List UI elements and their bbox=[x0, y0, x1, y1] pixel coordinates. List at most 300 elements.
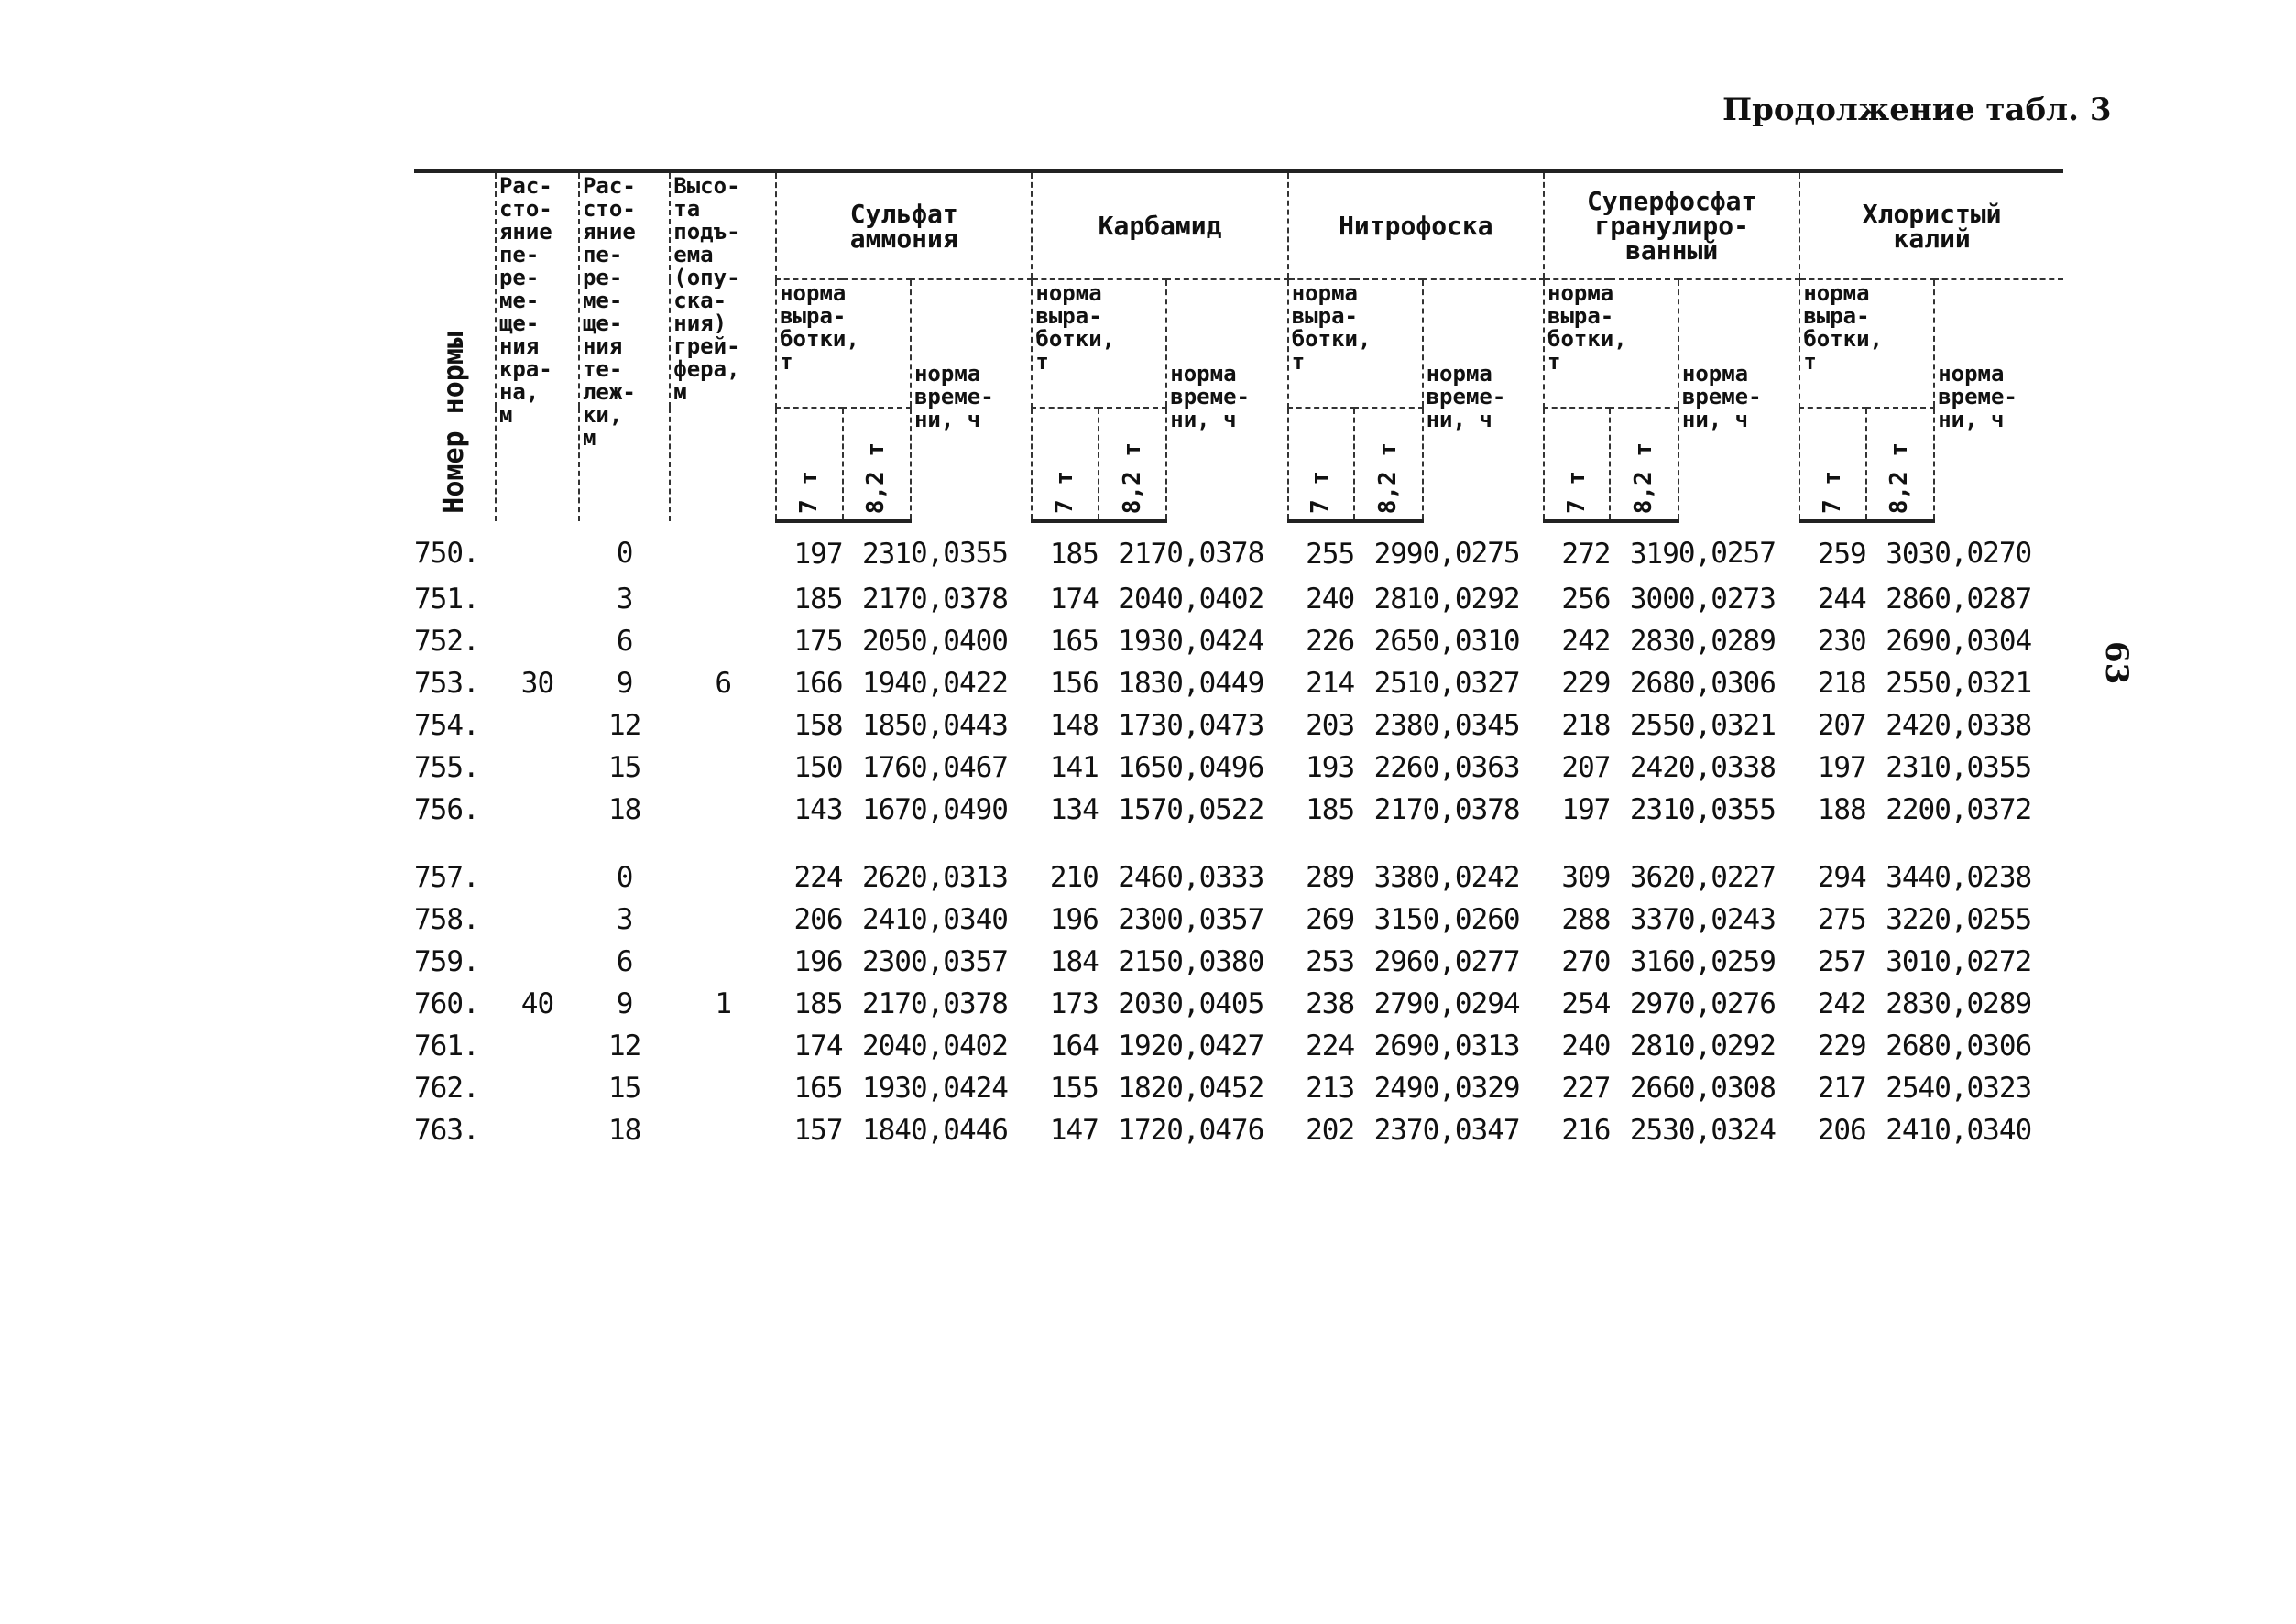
output-norm-cell: 165 bbox=[793, 1072, 843, 1105]
time-norm-cell: 0,0476 bbox=[1166, 1114, 1264, 1147]
output-norm-cell: 266 bbox=[1629, 1072, 1678, 1105]
output-norm-cell: 220 bbox=[1886, 793, 1935, 826]
output-norm-cell: 269 bbox=[1373, 1030, 1423, 1063]
time-norm-cell: 0,0446 bbox=[910, 1114, 1008, 1147]
norm-number-cell: 750. bbox=[414, 537, 479, 570]
crane-distance-cell bbox=[496, 747, 579, 789]
output-norm-cell: 296 bbox=[1373, 945, 1423, 978]
norm-number-cell: 759. bbox=[414, 945, 479, 978]
lift-height-cell bbox=[670, 1025, 776, 1067]
crane-distance-cell bbox=[496, 578, 579, 620]
time-norm-cell: 0,0257 bbox=[1678, 537, 1776, 570]
output-norm-cell: 185 bbox=[1306, 793, 1355, 826]
time-norm-cell: 0,0308 bbox=[1678, 1072, 1776, 1105]
time-norm-cell: 0,0310 bbox=[1422, 625, 1520, 658]
output-norm-cell: 269 bbox=[1886, 625, 1935, 658]
output-norm-cell: 185 bbox=[793, 583, 843, 616]
output-norm-cell: 197 bbox=[793, 538, 843, 571]
time-norm-cell: 0,0490 bbox=[910, 793, 1008, 826]
time-norm-cell: 0,0329 bbox=[1422, 1072, 1520, 1105]
output-norm-cell: 215 bbox=[1118, 945, 1167, 978]
time-norm-cell: 0,0276 bbox=[1678, 987, 1776, 1020]
output-norm-cell: 275 bbox=[1817, 903, 1866, 936]
output-norm-cell: 301 bbox=[1886, 945, 1935, 978]
trolley-distance-cell: 3 bbox=[616, 903, 633, 936]
subheader-capacity-7t: 7 т bbox=[1032, 408, 1098, 521]
table-row bbox=[414, 899, 2063, 941]
crane-distance-cell bbox=[496, 856, 579, 899]
table-header bbox=[414, 171, 2063, 521]
time-norm-cell: 0,0496 bbox=[1166, 751, 1264, 784]
output-norm-cell: 192 bbox=[1118, 1030, 1167, 1063]
output-norm-cell: 283 bbox=[1886, 987, 1935, 1020]
output-norm-cell: 344 bbox=[1886, 861, 1935, 894]
output-norm-cell: 231 bbox=[1629, 793, 1678, 826]
output-norm-cell: 193 bbox=[1118, 625, 1167, 658]
output-norm-cell: 255 bbox=[1886, 667, 1935, 700]
subheader-time-norm: норма време- ни, ч bbox=[1166, 279, 1287, 521]
table-row bbox=[414, 747, 2063, 789]
output-norm-cell: 283 bbox=[1629, 625, 1678, 658]
lift-height-cell bbox=[670, 704, 776, 747]
norm-number-cell: 753. bbox=[414, 667, 479, 700]
output-norm-cell: 197 bbox=[1817, 751, 1866, 784]
output-norm-cell: 213 bbox=[1306, 1072, 1355, 1105]
table-row bbox=[414, 983, 2063, 1025]
lift-height-cell bbox=[670, 1067, 776, 1109]
subheader-time-norm: норма време- ни, ч bbox=[1934, 279, 2063, 521]
time-norm-cell: 0,0372 bbox=[1934, 793, 2032, 826]
lift-height-cell bbox=[670, 521, 776, 578]
output-norm-cell: 164 bbox=[1049, 1030, 1099, 1063]
output-norm-cell: 337 bbox=[1629, 903, 1678, 936]
crane-distance-cell bbox=[496, 899, 579, 941]
time-norm-cell: 0,0272 bbox=[1934, 945, 2032, 978]
output-norm-cell: 204 bbox=[861, 1030, 911, 1063]
lift-height-cell bbox=[670, 899, 776, 941]
time-norm-cell: 0,0255 bbox=[1934, 903, 2032, 936]
group-header-ammonium-sulfate: Сульфат аммония bbox=[776, 171, 1032, 279]
output-norm-cell: 316 bbox=[1629, 945, 1678, 978]
group-header-potassium-chloride: Хлористый калий bbox=[1799, 171, 2063, 279]
output-norm-cell: 218 bbox=[1561, 709, 1611, 742]
time-norm-cell: 0,0333 bbox=[1166, 861, 1264, 894]
subheader-capacity-8-2t: 8,2 т bbox=[1610, 408, 1678, 521]
norm-number-cell: 756. bbox=[414, 793, 479, 826]
output-norm-cell: 231 bbox=[1886, 751, 1935, 784]
time-norm-cell: 0,0313 bbox=[1422, 1030, 1520, 1063]
output-norm-cell: 185 bbox=[1049, 538, 1099, 571]
output-norm-cell: 184 bbox=[861, 1114, 911, 1147]
time-norm-cell: 0,0357 bbox=[910, 945, 1008, 978]
time-norm-cell: 0,0378 bbox=[1422, 793, 1520, 826]
trolley-distance-cell: 6 bbox=[616, 945, 633, 978]
time-norm-cell: 0,0338 bbox=[1678, 751, 1776, 784]
output-norm-cell: 175 bbox=[793, 625, 843, 658]
col-header-crane-distance: Рас- сто- яние пе- ре- ме- ще- ния кра- на, м bbox=[496, 171, 579, 521]
time-norm-cell: 0,0292 bbox=[1422, 583, 1520, 616]
output-norm-cell: 315 bbox=[1373, 903, 1423, 936]
output-norm-cell: 259 bbox=[1817, 538, 1866, 571]
output-norm-cell: 148 bbox=[1049, 709, 1099, 742]
output-norm-cell: 299 bbox=[1373, 538, 1423, 571]
output-norm-cell: 165 bbox=[1118, 751, 1167, 784]
output-norm-cell: 204 bbox=[1118, 583, 1167, 616]
subheader-output-norm: норма выра- ботки, т bbox=[1544, 279, 1678, 408]
table-row bbox=[414, 789, 2063, 831]
time-norm-cell: 0,0424 bbox=[910, 1072, 1008, 1105]
subheader-output-norm: норма выра- ботки, т bbox=[1288, 279, 1423, 408]
output-norm-cell: 207 bbox=[1561, 751, 1611, 784]
crane-distance-cell bbox=[496, 704, 579, 747]
time-norm-cell: 0,0327 bbox=[1422, 667, 1520, 700]
lift-height-cell bbox=[670, 941, 776, 983]
output-norm-cell: 238 bbox=[1306, 987, 1355, 1020]
time-norm-cell: 0,0449 bbox=[1166, 667, 1264, 700]
table-row bbox=[414, 704, 2063, 747]
time-norm-cell: 0,0338 bbox=[1934, 709, 2032, 742]
output-norm-cell: 155 bbox=[1049, 1072, 1099, 1105]
group-header-nitrophoska: Нитрофоска bbox=[1288, 171, 1544, 279]
time-norm-cell: 0,0270 bbox=[1934, 537, 2032, 570]
time-norm-cell: 0,0452 bbox=[1166, 1072, 1264, 1105]
time-norm-cell: 0,0400 bbox=[910, 625, 1008, 658]
output-norm-cell: 281 bbox=[1629, 1030, 1678, 1063]
output-norm-cell: 297 bbox=[1629, 987, 1678, 1020]
time-norm-cell: 0,0427 bbox=[1166, 1030, 1264, 1063]
table-row bbox=[414, 941, 2063, 983]
output-norm-cell: 174 bbox=[793, 1030, 843, 1063]
output-norm-cell: 172 bbox=[1118, 1114, 1167, 1147]
time-norm-cell: 0,0355 bbox=[1678, 793, 1776, 826]
time-norm-cell: 0,0243 bbox=[1678, 903, 1776, 936]
time-norm-cell: 0,0340 bbox=[1934, 1114, 2032, 1147]
subheader-capacity-8-2t: 8,2 т bbox=[1099, 408, 1166, 521]
norm-number-cell: 755. bbox=[414, 751, 479, 784]
table-row bbox=[414, 578, 2063, 620]
time-norm-cell: 0,0405 bbox=[1166, 987, 1264, 1020]
group-header-superphosphate: Суперфосфат гранулиро- ванный bbox=[1544, 171, 1799, 279]
output-norm-cell: 147 bbox=[1049, 1114, 1099, 1147]
table-row bbox=[414, 662, 2063, 704]
output-norm-cell: 217 bbox=[1817, 1072, 1866, 1105]
output-norm-cell: 303 bbox=[1886, 538, 1935, 571]
output-norm-cell: 256 bbox=[1561, 583, 1611, 616]
output-norm-cell: 286 bbox=[1886, 583, 1935, 616]
output-norm-cell: 322 bbox=[1886, 903, 1935, 936]
crane-distance-cell bbox=[496, 941, 579, 983]
output-norm-cell: 241 bbox=[861, 903, 911, 936]
output-norm-cell: 207 bbox=[1817, 709, 1866, 742]
time-norm-cell: 0,0345 bbox=[1422, 709, 1520, 742]
output-norm-cell: 362 bbox=[1629, 861, 1678, 894]
table-row bbox=[414, 521, 2063, 578]
trolley-distance-cell: 15 bbox=[607, 751, 641, 784]
norm-number-cell: 763. bbox=[414, 1114, 479, 1147]
output-norm-cell: 205 bbox=[861, 625, 911, 658]
lift-height-cell bbox=[670, 856, 776, 899]
output-norm-cell: 203 bbox=[1118, 987, 1167, 1020]
norm-number-cell: 754. bbox=[414, 709, 479, 742]
output-norm-cell: 226 bbox=[1373, 751, 1423, 784]
table-row bbox=[414, 1109, 2063, 1151]
output-norm-cell: 230 bbox=[861, 945, 911, 978]
time-norm-cell: 0,0324 bbox=[1678, 1114, 1776, 1147]
time-norm-cell: 0,0402 bbox=[910, 1030, 1008, 1063]
output-norm-cell: 241 bbox=[1886, 1114, 1935, 1147]
output-norm-cell: 141 bbox=[1049, 751, 1099, 784]
output-norm-cell: 268 bbox=[1629, 667, 1678, 700]
trolley-distance-cell: 18 bbox=[607, 1114, 641, 1147]
output-norm-cell: 150 bbox=[793, 751, 843, 784]
time-norm-cell: 0,0313 bbox=[910, 861, 1008, 894]
output-norm-cell: 185 bbox=[861, 709, 911, 742]
output-norm-cell: 237 bbox=[1373, 1114, 1423, 1147]
time-norm-cell: 0,0378 bbox=[1166, 537, 1264, 570]
norm-number-cell: 751. bbox=[414, 583, 479, 616]
output-norm-cell: 214 bbox=[1306, 667, 1355, 700]
time-norm-cell: 0,0294 bbox=[1422, 987, 1520, 1020]
output-norm-cell: 202 bbox=[1306, 1114, 1355, 1147]
time-norm-cell: 0,0304 bbox=[1934, 625, 2032, 658]
output-norm-cell: 242 bbox=[1886, 709, 1935, 742]
output-norm-cell: 230 bbox=[1817, 625, 1866, 658]
output-norm-cell: 157 bbox=[1118, 793, 1167, 826]
subheader-capacity-8-2t: 8,2 т bbox=[843, 408, 911, 521]
output-norm-cell: 185 bbox=[793, 987, 843, 1020]
subheader-capacity-7t: 7 т bbox=[776, 408, 842, 521]
time-norm-cell: 0,0292 bbox=[1678, 1030, 1776, 1063]
group-spacer bbox=[414, 831, 2063, 856]
output-norm-cell: 194 bbox=[861, 667, 911, 700]
time-norm-cell: 0,0242 bbox=[1422, 861, 1520, 894]
output-norm-cell: 255 bbox=[1629, 709, 1678, 742]
col-header-grab-height: Высо- та подъ- ема (опу- ска- ния) грей- фера, м bbox=[670, 171, 776, 521]
output-norm-cell: 173 bbox=[1049, 987, 1099, 1020]
output-norm-cell: 262 bbox=[861, 861, 911, 894]
output-norm-cell: 165 bbox=[1049, 625, 1099, 658]
output-norm-cell: 294 bbox=[1817, 861, 1866, 894]
subheader-output-norm: норма выра- ботки, т bbox=[1032, 279, 1166, 408]
trolley-distance-cell: 9 bbox=[616, 987, 633, 1020]
output-norm-cell: 166 bbox=[793, 667, 843, 700]
output-norm-cell: 157 bbox=[793, 1114, 843, 1147]
time-norm-cell: 0,0273 bbox=[1678, 583, 1776, 616]
output-norm-cell: 240 bbox=[1561, 1030, 1611, 1063]
time-norm-cell: 0,0522 bbox=[1166, 793, 1264, 826]
trolley-distance-cell: 15 bbox=[607, 1072, 641, 1105]
output-norm-cell: 206 bbox=[793, 903, 843, 936]
trolley-distance-cell: 3 bbox=[616, 583, 633, 616]
lift-height-cell: 6 bbox=[715, 667, 732, 700]
crane-distance-cell: 30 bbox=[520, 667, 554, 700]
output-norm-cell: 288 bbox=[1561, 903, 1611, 936]
output-norm-cell: 238 bbox=[1373, 709, 1423, 742]
time-norm-cell: 0,0321 bbox=[1934, 667, 2032, 700]
output-norm-cell: 242 bbox=[1817, 987, 1866, 1020]
subheader-capacity-7t: 7 т bbox=[1288, 408, 1354, 521]
output-norm-cell: 242 bbox=[1561, 625, 1611, 658]
output-norm-cell: 203 bbox=[1306, 709, 1355, 742]
col-header-trolley-distance: Рас- сто- яние пе- ре- ме- ще- ния те- леж- ки, м bbox=[579, 171, 670, 521]
table-row bbox=[414, 620, 2063, 662]
output-norm-cell: 196 bbox=[1049, 903, 1099, 936]
output-norm-cell: 300 bbox=[1629, 583, 1678, 616]
output-norm-cell: 193 bbox=[1306, 751, 1355, 784]
time-norm-cell: 0,0259 bbox=[1678, 945, 1776, 978]
output-norm-cell: 156 bbox=[1049, 667, 1099, 700]
subheader-capacity-8-2t: 8,2 т bbox=[1354, 408, 1422, 521]
output-norm-cell: 167 bbox=[861, 793, 911, 826]
col-header-norm-number: Номер нормы bbox=[414, 171, 496, 521]
time-norm-cell: 0,0287 bbox=[1934, 583, 2032, 616]
output-norm-cell: 216 bbox=[1561, 1114, 1611, 1147]
time-norm-cell: 0,0355 bbox=[910, 537, 1008, 570]
subheader-time-norm: норма време- ни, ч bbox=[1423, 279, 1544, 521]
output-norm-cell: 231 bbox=[861, 538, 911, 571]
output-norm-cell: 254 bbox=[1886, 1072, 1935, 1105]
trolley-distance-cell: 12 bbox=[607, 1030, 641, 1063]
output-norm-cell: 246 bbox=[1118, 861, 1167, 894]
time-norm-cell: 0,0378 bbox=[910, 583, 1008, 616]
subheader-time-norm: норма време- ни, ч bbox=[911, 279, 1032, 521]
time-norm-cell: 0,0340 bbox=[910, 903, 1008, 936]
output-norm-cell: 218 bbox=[1817, 667, 1866, 700]
output-norm-cell: 174 bbox=[1049, 583, 1099, 616]
output-norm-cell: 268 bbox=[1886, 1030, 1935, 1063]
time-norm-cell: 0,0422 bbox=[910, 667, 1008, 700]
time-norm-cell: 0,0402 bbox=[1166, 583, 1264, 616]
output-norm-cell: 173 bbox=[1118, 709, 1167, 742]
trolley-distance-cell: 0 bbox=[616, 861, 633, 894]
subheader-time-norm: норма време- ни, ч bbox=[1678, 279, 1799, 521]
output-norm-cell: 319 bbox=[1629, 538, 1678, 571]
time-norm-cell: 0,0323 bbox=[1934, 1072, 2032, 1105]
trolley-distance-cell: 12 bbox=[607, 709, 641, 742]
trolley-distance-cell: 6 bbox=[616, 625, 633, 658]
time-norm-cell: 0,0275 bbox=[1422, 537, 1520, 570]
output-norm-cell: 184 bbox=[1049, 945, 1099, 978]
crane-distance-cell: 40 bbox=[520, 987, 554, 1020]
output-norm-cell: 244 bbox=[1817, 583, 1866, 616]
output-norm-cell: 176 bbox=[861, 751, 911, 784]
output-norm-cell: 158 bbox=[793, 709, 843, 742]
table-row bbox=[414, 856, 2063, 899]
crane-distance-cell bbox=[496, 1109, 579, 1151]
subheader-capacity-8-2t: 8,2 т bbox=[1866, 408, 1934, 521]
output-norm-cell: 338 bbox=[1373, 861, 1423, 894]
crane-distance-cell bbox=[496, 1025, 579, 1067]
norm-number-cell: 762. bbox=[414, 1072, 479, 1105]
output-norm-cell: 269 bbox=[1306, 903, 1355, 936]
page-number: 63 bbox=[2098, 641, 2135, 685]
output-norm-cell: 210 bbox=[1049, 861, 1099, 894]
norm-number-cell: 757. bbox=[414, 861, 479, 894]
time-norm-cell: 0,0306 bbox=[1678, 667, 1776, 700]
output-norm-cell: 240 bbox=[1306, 583, 1355, 616]
time-norm-cell: 0,0357 bbox=[1166, 903, 1264, 936]
output-norm-cell: 309 bbox=[1561, 861, 1611, 894]
norm-number-cell: 761. bbox=[414, 1030, 479, 1063]
norm-number-cell: 752. bbox=[414, 625, 479, 658]
output-norm-cell: 183 bbox=[1118, 667, 1167, 700]
output-norm-cell: 229 bbox=[1561, 667, 1611, 700]
output-norm-cell: 265 bbox=[1373, 625, 1423, 658]
output-norm-cell: 182 bbox=[1118, 1072, 1167, 1105]
time-norm-cell: 0,0306 bbox=[1934, 1030, 2032, 1063]
output-norm-cell: 224 bbox=[1306, 1030, 1355, 1063]
output-norm-cell: 224 bbox=[793, 861, 843, 894]
output-norm-cell: 242 bbox=[1629, 751, 1678, 784]
crane-distance-cell bbox=[496, 521, 579, 578]
time-norm-cell: 0,0467 bbox=[910, 751, 1008, 784]
output-norm-cell: 272 bbox=[1561, 538, 1611, 571]
output-norm-cell: 217 bbox=[1118, 538, 1167, 571]
lift-height-cell bbox=[670, 620, 776, 662]
time-norm-cell: 0,0378 bbox=[910, 987, 1008, 1020]
time-norm-cell: 0,0289 bbox=[1678, 625, 1776, 658]
subheader-output-norm: норма выра- ботки, т bbox=[1799, 279, 1934, 408]
output-norm-cell: 254 bbox=[1561, 987, 1611, 1020]
crane-distance-cell bbox=[496, 620, 579, 662]
output-norm-cell: 206 bbox=[1817, 1114, 1866, 1147]
crane-distance-cell bbox=[496, 789, 579, 831]
output-norm-cell: 230 bbox=[1118, 903, 1167, 936]
output-norm-cell: 193 bbox=[861, 1072, 911, 1105]
time-norm-cell: 0,0289 bbox=[1934, 987, 2032, 1020]
output-norm-cell: 143 bbox=[793, 793, 843, 826]
table-body bbox=[414, 521, 2063, 1151]
output-norm-cell: 217 bbox=[1373, 793, 1423, 826]
lift-height-cell: 1 bbox=[715, 987, 732, 1020]
output-norm-cell: 279 bbox=[1373, 987, 1423, 1020]
output-norm-cell: 257 bbox=[1817, 945, 1866, 978]
time-norm-cell: 0,0260 bbox=[1422, 903, 1520, 936]
trolley-distance-cell: 9 bbox=[616, 667, 633, 700]
output-norm-cell: 270 bbox=[1561, 945, 1611, 978]
crane-distance-cell bbox=[496, 1067, 579, 1109]
output-norm-cell: 249 bbox=[1373, 1072, 1423, 1105]
time-norm-cell: 0,0473 bbox=[1166, 709, 1264, 742]
output-norm-cell: 289 bbox=[1306, 861, 1355, 894]
time-norm-cell: 0,0227 bbox=[1678, 861, 1776, 894]
table-row bbox=[414, 1067, 2063, 1109]
norms-table bbox=[414, 169, 2063, 1151]
output-norm-cell: 253 bbox=[1629, 1114, 1678, 1147]
time-norm-cell: 0,0321 bbox=[1678, 709, 1776, 742]
lift-height-cell bbox=[670, 578, 776, 620]
output-norm-cell: 134 bbox=[1049, 793, 1099, 826]
subheader-capacity-7t: 7 т bbox=[1544, 408, 1610, 521]
output-norm-cell: 251 bbox=[1373, 667, 1423, 700]
time-norm-cell: 0,0277 bbox=[1422, 945, 1520, 978]
time-norm-cell: 0,0424 bbox=[1166, 625, 1264, 658]
output-norm-cell: 255 bbox=[1306, 538, 1355, 571]
output-norm-cell: 229 bbox=[1817, 1030, 1866, 1063]
output-norm-cell: 226 bbox=[1306, 625, 1355, 658]
output-norm-cell: 188 bbox=[1817, 793, 1866, 826]
output-norm-cell: 196 bbox=[793, 945, 843, 978]
output-norm-cell: 217 bbox=[861, 583, 911, 616]
time-norm-cell: 0,0443 bbox=[910, 709, 1008, 742]
lift-height-cell bbox=[670, 1109, 776, 1151]
table-row bbox=[414, 1025, 2063, 1067]
output-norm-cell: 281 bbox=[1373, 583, 1423, 616]
lift-height-cell bbox=[670, 747, 776, 789]
time-norm-cell: 0,0363 bbox=[1422, 751, 1520, 784]
output-norm-cell: 227 bbox=[1561, 1072, 1611, 1105]
lift-height-cell bbox=[670, 789, 776, 831]
